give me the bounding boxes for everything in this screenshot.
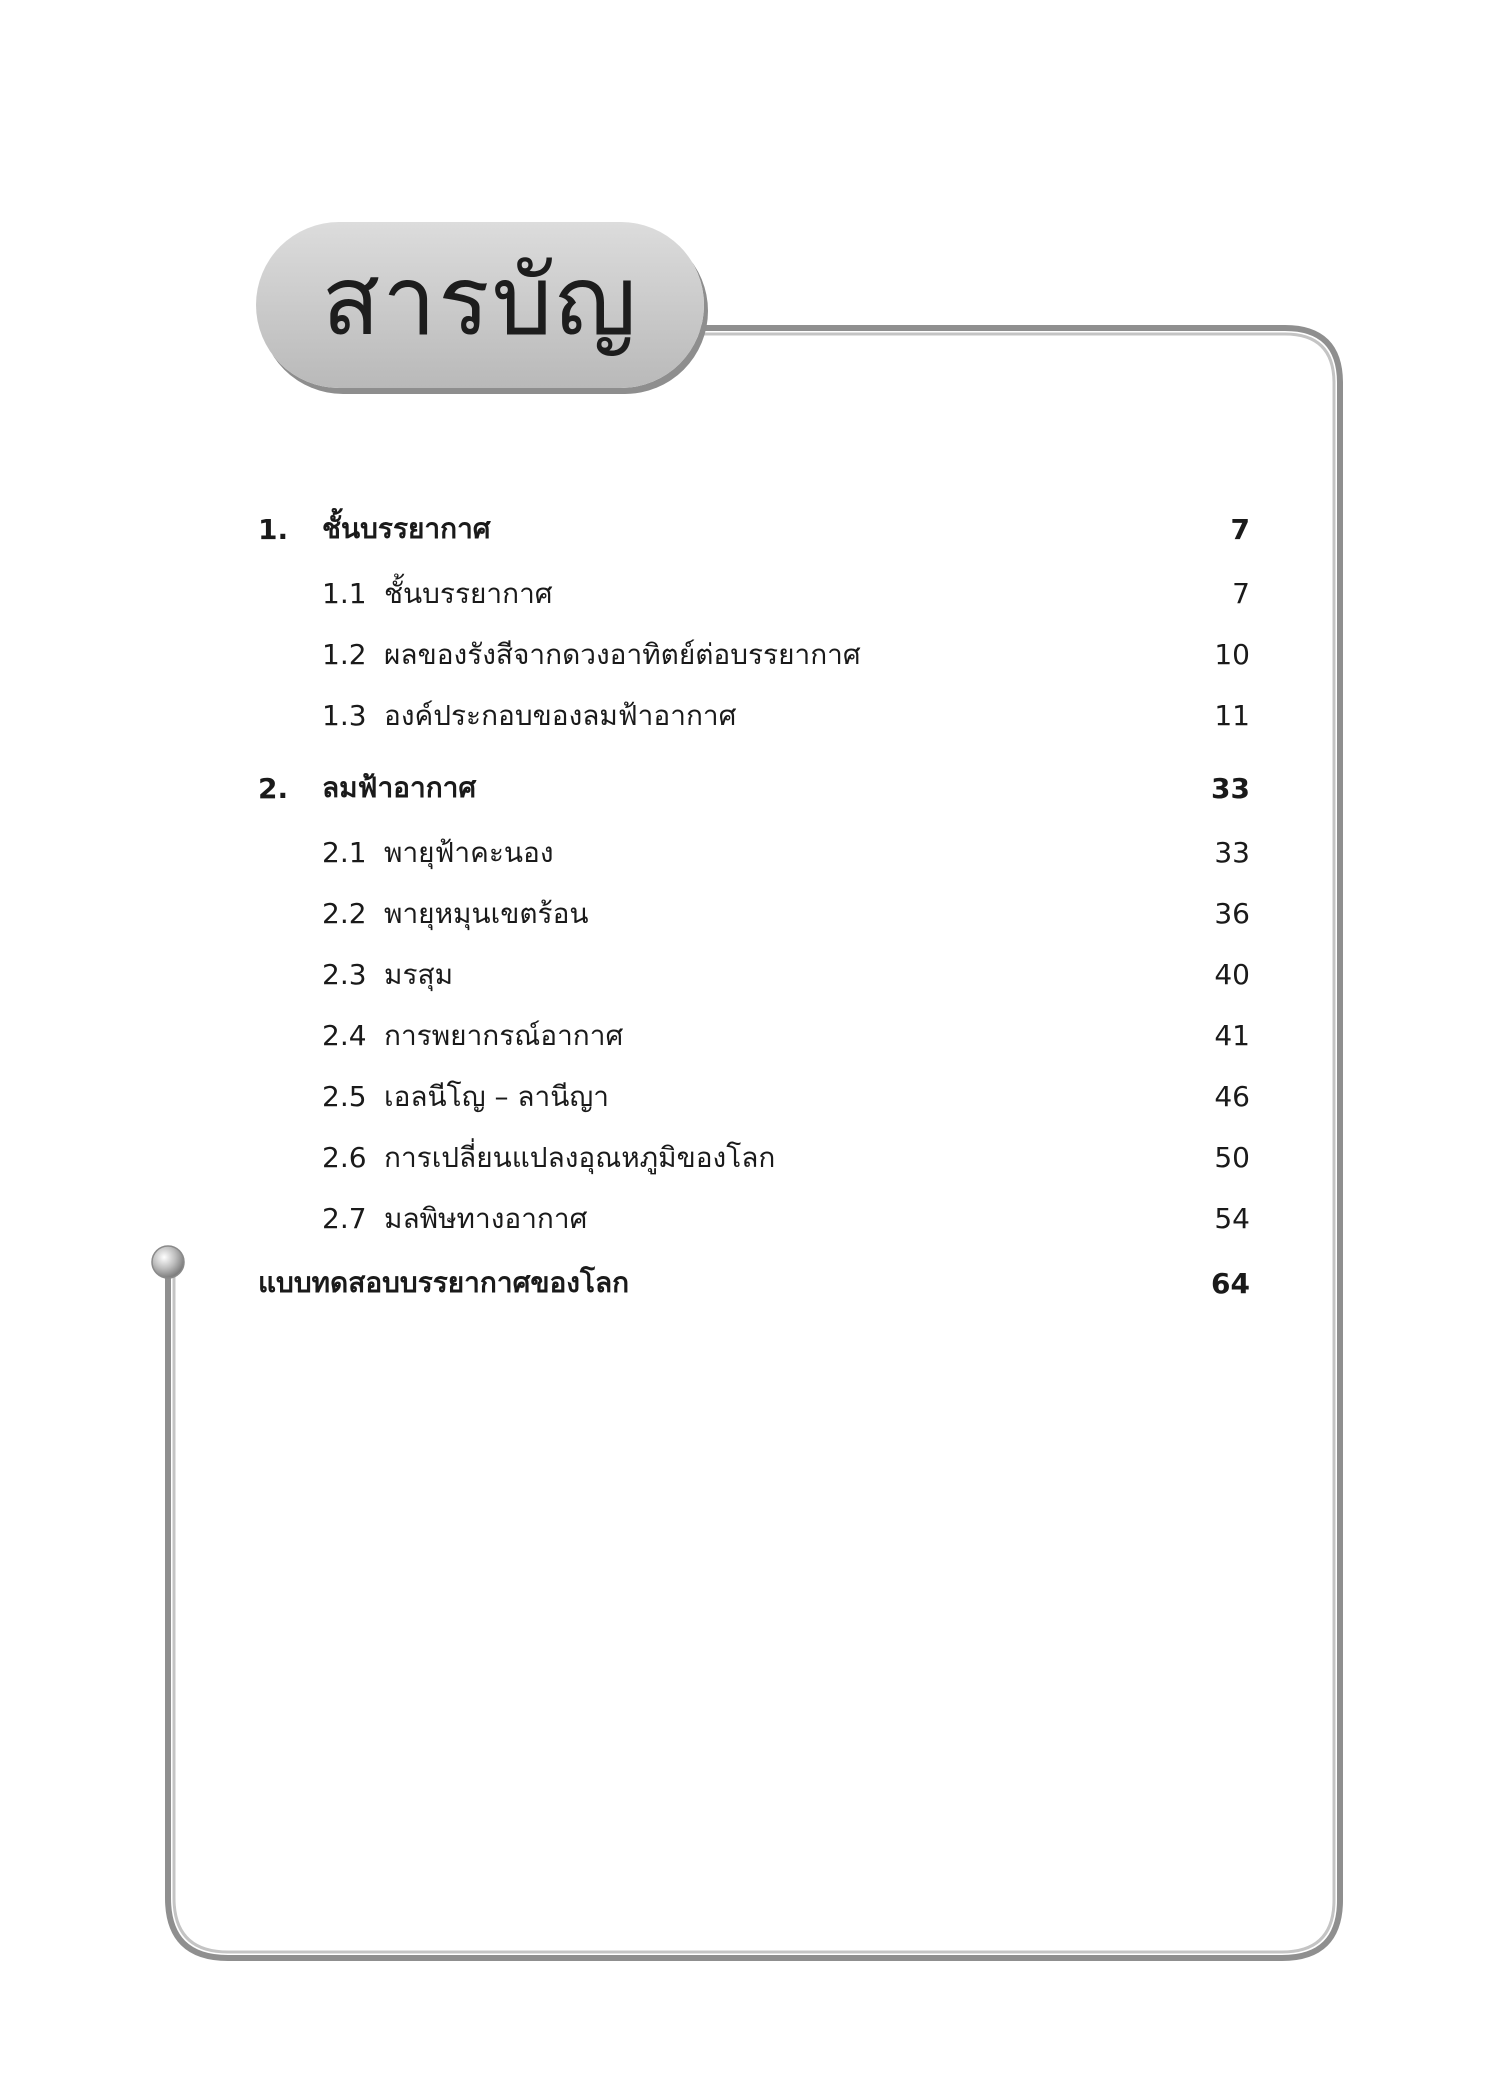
table-of-contents (258, 495, 1250, 1317)
toc-item-2-7[interactable] (258, 1188, 1250, 1249)
toc-item-2-6[interactable] (258, 1127, 1250, 1188)
item-title: การเปลี่ยนแปลงอุณหภูมิของโลก (384, 1140, 776, 1174)
item-title: พายุหมุนเขตร้อน (384, 896, 589, 930)
toc-item-2-5[interactable] (258, 1066, 1250, 1127)
item-title: ชั้นบรรยากาศ (384, 576, 553, 610)
item-number: 2.4 (322, 1019, 367, 1052)
toc-item-1-2[interactable] (258, 624, 1250, 685)
item-number: 2.3 (322, 958, 367, 991)
page-number: 10 (1214, 638, 1250, 671)
chapter-title: ชั้นบรรยากาศ (322, 512, 491, 545)
page-title: สารบัญ (321, 245, 639, 357)
toc-item-2-1[interactable] (258, 822, 1250, 883)
item-title: องค์ประกอบของลมฟ้าอากาศ (384, 698, 737, 732)
page-number: 33 (1211, 771, 1250, 805)
toc-test[interactable] (258, 1249, 1250, 1317)
test-title: แบบทดสอบบรรยากาศของโลก (258, 1266, 630, 1299)
toc-chapter-1[interactable] (258, 495, 1250, 563)
item-title: พายุฟ้าคะนอง (384, 835, 554, 869)
item-number: 1.2 (322, 638, 367, 671)
item-title: การพยากรณ์อากาศ (384, 1018, 624, 1052)
page-number: 64 (1211, 1266, 1250, 1300)
toc-chapter-2[interactable] (258, 754, 1250, 822)
item-number: 1.1 (322, 577, 367, 610)
toc-item-2-3[interactable] (258, 944, 1250, 1005)
item-number: 2.5 (322, 1080, 367, 1113)
toc-item-2-4[interactable] (258, 1005, 1250, 1066)
page-number: 41 (1214, 1019, 1250, 1052)
item-number: 2.7 (322, 1202, 367, 1235)
item-number: 2.6 (322, 1141, 367, 1174)
page-number: 46 (1214, 1080, 1250, 1113)
page-number: 36 (1214, 897, 1250, 930)
toc-item-2-2[interactable] (258, 883, 1250, 944)
chapter-number: 2. (258, 771, 289, 805)
toc-item-1-1[interactable] (258, 563, 1250, 624)
item-number: 2.1 (322, 836, 367, 869)
title-badge (256, 222, 704, 388)
page-number: 7 (1230, 512, 1250, 546)
chapter-number: 1. (258, 512, 289, 546)
item-title: มรสุม (384, 957, 454, 991)
page-number: 33 (1214, 836, 1250, 869)
item-title: เอลนีโญ – ลานีญา (384, 1079, 609, 1113)
item-number: 2.2 (322, 897, 367, 930)
toc-item-1-3[interactable] (258, 685, 1250, 746)
page-number: 11 (1214, 699, 1250, 732)
page-number: 50 (1214, 1141, 1250, 1174)
chapter-title: ลมฟ้าอากาศ (322, 771, 477, 804)
page-number: 40 (1214, 958, 1250, 991)
page-number: 54 (1214, 1202, 1250, 1235)
item-number: 1.3 (322, 699, 367, 732)
item-title: ผลของรังสีจากดวงอาทิตย์ต่อบรรยากาศ (384, 637, 861, 671)
page-number: 7 (1232, 577, 1250, 610)
frame-bead (152, 1246, 184, 1278)
item-title: มลพิษทางอากาศ (384, 1201, 588, 1235)
